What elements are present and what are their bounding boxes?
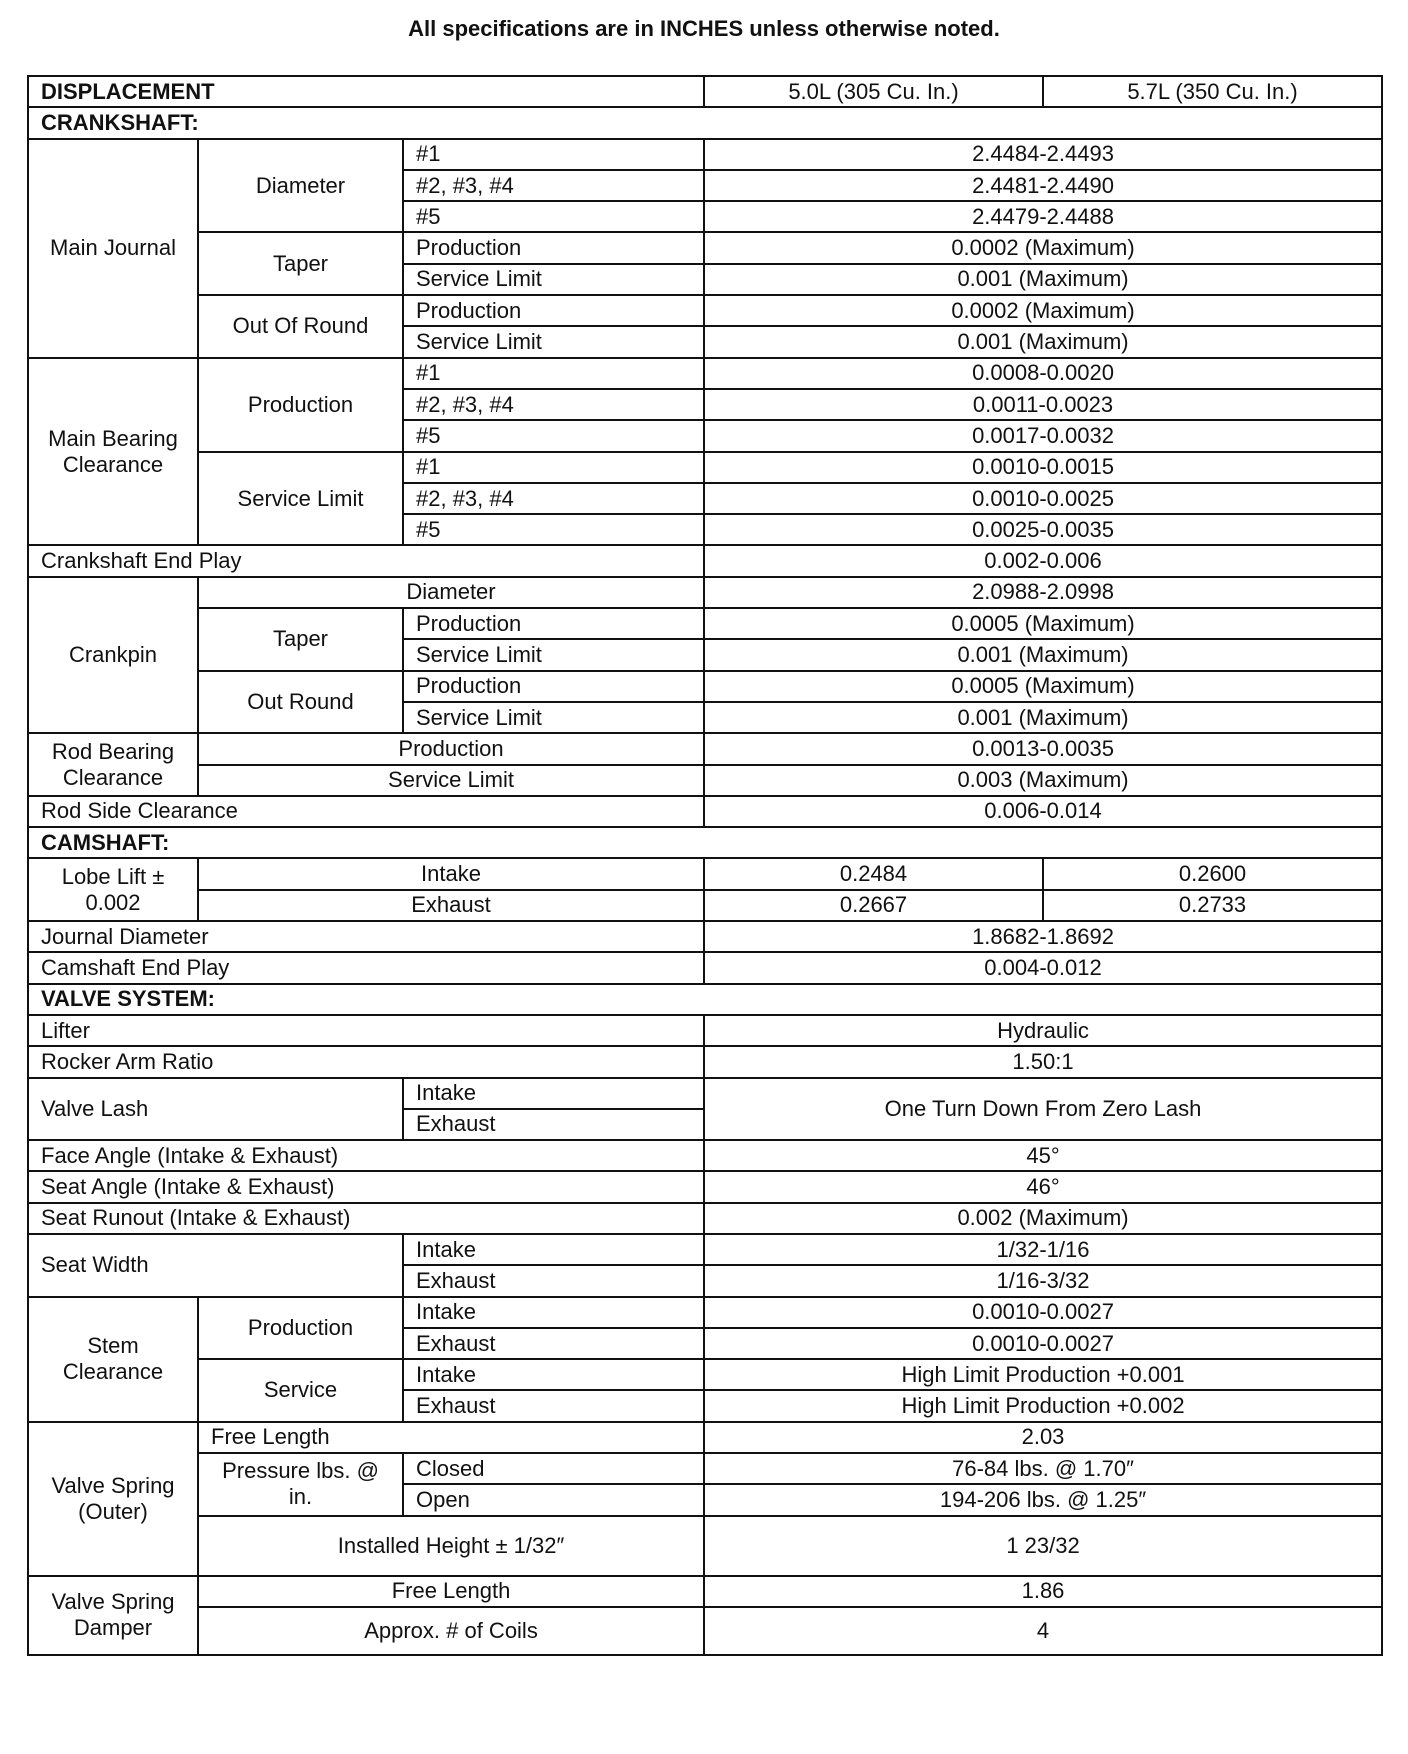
table-row (28, 1203, 1382, 1234)
table-row (28, 358, 1382, 389)
sub-label: Intake (403, 1297, 704, 1328)
spec-value-5-7l: 0.2600 (1043, 858, 1382, 889)
table-row (28, 1140, 1382, 1171)
sub-label: Production (403, 608, 704, 639)
spec-value: 0.0010-0.0027 (704, 1297, 1382, 1328)
spec-value: 1.50:1 (704, 1046, 1382, 1077)
sub-label: Intake (198, 858, 704, 889)
spec-value: One Turn Down From Zero Lash (704, 1078, 1382, 1141)
face-angle-label: Face Angle (Intake & Exhaust) (28, 1140, 704, 1171)
sub-label: #1 (403, 358, 704, 389)
spec-value: 0.0005 (Maximum) (704, 608, 1382, 639)
rod-side-clearance-label: Rod Side Clearance (28, 796, 704, 827)
table-row (28, 1607, 1382, 1655)
sub-label: Intake (403, 1359, 704, 1390)
crankshaft-end-play-label: Crankshaft End Play (28, 545, 704, 576)
spec-value: 46° (704, 1171, 1382, 1202)
seat-runout-label: Seat Runout (Intake & Exhaust) (28, 1203, 704, 1234)
damper-coils-label: Approx. # of Coils (198, 1607, 704, 1655)
sub-label: Production (403, 671, 704, 702)
table-row (28, 452, 1382, 483)
table-row (28, 952, 1382, 983)
table-row (28, 1422, 1382, 1453)
spec-value: 0.0005 (Maximum) (704, 671, 1382, 702)
spec-value: 0.0002 (Maximum) (704, 295, 1382, 326)
valve-lash-label: Valve Lash (28, 1078, 403, 1141)
pressure-label: Pressure lbs. @ in. (198, 1453, 403, 1516)
main-journal-taper-label: Taper (198, 232, 403, 295)
table-row (28, 608, 1382, 639)
free-length-label: Free Length (198, 1422, 704, 1453)
installed-height-label: Installed Height ± 1/32″ (198, 1516, 704, 1576)
spec-value: 2.4481-2.4490 (704, 170, 1382, 201)
section-header-row (28, 984, 1382, 1015)
sub-label: Service Limit (403, 264, 704, 295)
sub-label: Exhaust (198, 890, 704, 921)
spec-value: 2.4484-2.4493 (704, 139, 1382, 170)
displacement-label: DISPLACEMENT (28, 76, 704, 107)
table-row (28, 858, 1382, 889)
spec-value: 0.0025-0.0035 (704, 514, 1382, 545)
sub-label: #5 (403, 420, 704, 451)
sub-label: Exhaust (403, 1109, 704, 1140)
spec-value: 0.004-0.012 (704, 952, 1382, 983)
rocker-arm-ratio-label: Rocker Arm Ratio (28, 1046, 704, 1077)
section-crankshaft: CRANKSHAFT: (28, 107, 1382, 138)
crankpin-taper-label: Taper (198, 608, 403, 671)
spec-value: 0.0017-0.0032 (704, 420, 1382, 451)
sub-label: Production (198, 733, 704, 764)
sub-label: #5 (403, 201, 704, 232)
spec-value: 0.0013-0.0035 (704, 733, 1382, 764)
stem-clearance-label: Stem Clearance (28, 1297, 198, 1422)
table-row (28, 1359, 1382, 1390)
engine-spec-table (27, 75, 1383, 1656)
spec-value: 0.001 (Maximum) (704, 326, 1382, 357)
section-valve-system: VALVE SYSTEM: (28, 984, 1382, 1015)
table-row (28, 1078, 1382, 1109)
table-row (28, 232, 1382, 263)
spec-value: 2.03 (704, 1422, 1382, 1453)
spec-value: 4 (704, 1607, 1382, 1655)
sub-label: #2, #3, #4 (403, 483, 704, 514)
main-bearing-clearance-label: Main Bearing Clearance (28, 358, 198, 546)
spec-value: 1/32-1/16 (704, 1234, 1382, 1265)
sub-label: Intake (403, 1078, 704, 1109)
table-row (28, 577, 1382, 608)
table-row (28, 1046, 1382, 1077)
damper-free-length-label: Free Length (198, 1576, 704, 1607)
main-bearing-production-label: Production (198, 358, 403, 452)
spec-value: 76-84 lbs. @ 1.70″ (704, 1453, 1382, 1484)
spec-value: 45° (704, 1140, 1382, 1171)
sub-label: Exhaust (403, 1390, 704, 1421)
sub-label: Open (403, 1484, 704, 1515)
spec-value: 1 23/32 (704, 1516, 1382, 1576)
section-header-row (28, 827, 1382, 858)
displacement-row (28, 76, 1382, 107)
crankpin-label: Crankpin (28, 577, 198, 733)
spec-value: 0.0010-0.0025 (704, 483, 1382, 514)
table-row (28, 1297, 1382, 1328)
spec-value: Hydraulic (704, 1015, 1382, 1046)
camshaft-end-play-label: Camshaft End Play (28, 952, 704, 983)
table-row (28, 545, 1382, 576)
table-row (28, 295, 1382, 326)
main-bearing-service-label: Service Limit (198, 452, 403, 546)
table-row (28, 765, 1382, 796)
sub-label: #1 (403, 139, 704, 170)
spec-value: 0.003 (Maximum) (704, 765, 1382, 796)
spec-value: 0.0002 (Maximum) (704, 232, 1382, 263)
table-row (28, 1453, 1382, 1484)
stem-production-label: Production (198, 1297, 403, 1360)
sub-label: #1 (403, 452, 704, 483)
lifter-label: Lifter (28, 1015, 704, 1046)
main-journal-label: Main Journal (28, 139, 198, 358)
spec-value: 1.86 (704, 1576, 1382, 1607)
spec-value: 0.002-0.006 (704, 545, 1382, 576)
valve-spring-damper-label: Valve Spring Damper (28, 1576, 198, 1655)
lobe-lift-label: Lobe Lift ± 0.002 (28, 858, 198, 921)
table-row (28, 671, 1382, 702)
sub-label: #5 (403, 514, 704, 545)
sub-label: Closed (403, 1453, 704, 1484)
spec-value: 1.8682-1.8692 (704, 921, 1382, 952)
sub-label: Service Limit (403, 639, 704, 670)
main-journal-diameter-label: Diameter (198, 139, 403, 233)
table-row (28, 1015, 1382, 1046)
sub-label: Service Limit (403, 326, 704, 357)
sub-label: Service Limit (198, 765, 704, 796)
table-row (28, 890, 1382, 921)
seat-angle-label: Seat Angle (Intake & Exhaust) (28, 1171, 704, 1202)
spec-value: 0.001 (Maximum) (704, 702, 1382, 733)
sub-label: #2, #3, #4 (403, 170, 704, 201)
units-note: All specifications are in INCHES unless otherwise noted. (408, 16, 1000, 41)
spec-value: 2.4479-2.4488 (704, 201, 1382, 232)
spec-value: 1/16-3/32 (704, 1265, 1382, 1296)
sub-label: Exhaust (403, 1328, 704, 1359)
sub-label: Production (403, 232, 704, 263)
table-row (28, 139, 1382, 170)
table-row (28, 733, 1382, 764)
sub-label: Service Limit (403, 702, 704, 733)
engine-5-0l-header: 5.0L (305 Cu. In.) (704, 76, 1043, 107)
spec-value: 194-206 lbs. @ 1.25″ (704, 1484, 1382, 1515)
section-header-row (28, 107, 1382, 138)
stem-service-label: Service (198, 1359, 403, 1422)
spec-value: 0.006-0.014 (704, 796, 1382, 827)
spec-value: 0.001 (Maximum) (704, 639, 1382, 670)
seat-width-label: Seat Width (28, 1234, 403, 1297)
journal-diameter-label: Journal Diameter (28, 921, 704, 952)
spec-value: 0.0010-0.0027 (704, 1328, 1382, 1359)
sub-label: Intake (403, 1234, 704, 1265)
sub-label: #2, #3, #4 (403, 389, 704, 420)
sub-label: Exhaust (403, 1265, 704, 1296)
spec-value-5-0l: 0.2484 (704, 858, 1043, 889)
spec-value: High Limit Production +0.002 (704, 1390, 1382, 1421)
table-row (28, 796, 1382, 827)
valve-spring-label: Valve Spring (Outer) (28, 1422, 198, 1576)
spec-value: 0.0010-0.0015 (704, 452, 1382, 483)
engine-5-7l-header: 5.7L (350 Cu. In.) (1043, 76, 1382, 107)
crankpin-out-round-label: Out Round (198, 671, 403, 734)
spec-value: 0.001 (Maximum) (704, 264, 1382, 295)
crankpin-diameter-label: Diameter (198, 577, 704, 608)
main-journal-out-of-round-label: Out Of Round (198, 295, 403, 358)
table-row (28, 1171, 1382, 1202)
spec-value: High Limit Production +0.001 (704, 1359, 1382, 1390)
spec-value: 2.0988-2.0998 (704, 577, 1382, 608)
spec-value: 0.0008-0.0020 (704, 358, 1382, 389)
spec-value-5-0l: 0.2667 (704, 890, 1043, 921)
table-row (28, 1516, 1382, 1576)
table-row (28, 921, 1382, 952)
table-row (28, 1234, 1382, 1265)
sub-label: Production (403, 295, 704, 326)
spec-value-5-7l: 0.2733 (1043, 890, 1382, 921)
rod-bearing-clearance-label: Rod Bearing Clearance (28, 733, 198, 796)
table-row (28, 1576, 1382, 1607)
section-camshaft: CAMSHAFT: (28, 827, 1382, 858)
spec-value: 0.0011-0.0023 (704, 389, 1382, 420)
spec-value: 0.002 (Maximum) (704, 1203, 1382, 1234)
